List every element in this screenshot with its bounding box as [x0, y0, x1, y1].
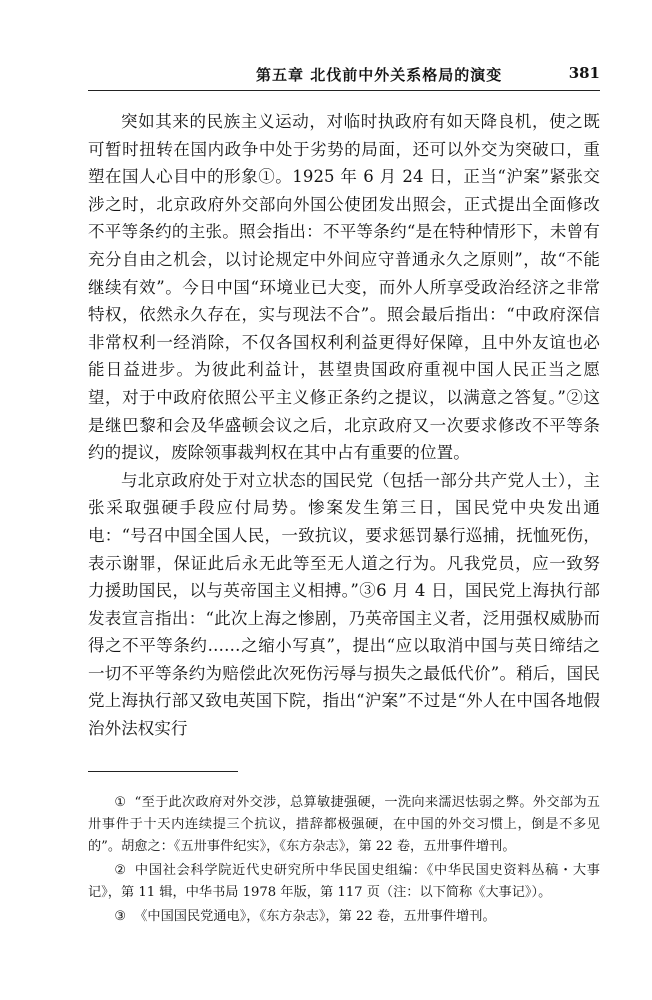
- footnote-text: 《中国国民党通电》，《东方杂志》，第 22 卷，五卅事件增刊。: [134, 909, 496, 924]
- page-number: 381: [568, 64, 600, 82]
- header-divider: [88, 90, 600, 91]
- paragraph-1: 突如其来的民族主义运动，对临时执政府有如天降良机，使之既可暂时扭转在国内政争中处于劣势的局面，还可以外交为突破口，重塑在国人心目中的形象①。1925 年 6 月 24 日，正当“沪案”紧张交涉之时，北京政府外交部向外国公使团发出照会，正式提出全面修改不平等条约的主张。照会指出：不平等条约“是在特种情形下，未曾有充分自由之机会，以讨论规定中外间应守普通永久之原则”，故“不能继续有效”。今日中国“环境业已大变，而外人所享受政治经济之非常特权，依然永久存在，实与现法不合”。照会最后指出：“中政府深信非常权利一经消除，不仅各国权利利益更得好保障，且中外友谊也必能日益进步。为彼此利益计，甚望贵国政府重视中国人民正当之愿望，对于中政府依照公平主义修正条约之提议，以满意之答复。”②这是继巴黎和会及华盛顿会议之后，北京政府又一次要求修改不平等条约的提议，废除领事裁判权在其中占有重要的位置。: [88, 112, 600, 463]
- footnote-2: [88, 860, 600, 904]
- footnotes: [88, 792, 600, 930]
- footnote-divider: [88, 771, 238, 772]
- footnote-1: [88, 792, 600, 858]
- footnote-marker: ②: [114, 863, 127, 878]
- footnote-text: “至于此次政府对外交涉，总算敏捷强硬，一洗向来濡迟怯弱之弊。外交部为五卅事件于十天内连续提三个抗议，措辞都极强硬，在中国的外交习惯上，倒是不多见的”。胡愈之：《五卅事件纪实》，《东方杂志》，第 22 卷，五卅事件增刊。: [88, 795, 600, 854]
- running-header: [88, 64, 600, 90]
- footnote-marker: ③: [114, 909, 127, 924]
- chapter-title: 第五章 北伐前中外关系格局的演变: [256, 66, 503, 84]
- paragraph-2: 与北京政府处于对立状态的国民党（包括一部分共产党人士），主张采取强硬手段应付局势。惨案发生第三日，国民党中央发出通电：“号召中国全国人民，一致抗议，要求惩罚暴行巡捕，抚恤死伤，表示谢罪，保证此后永无此等至无人道之行为。凡我党员，应一致努力援助国民，以与英帝国主义相搏。”③6 月 4 日，国民党上海执行部发表宣言指出：“此次上海之惨剧，乃英帝国主义者，泛用强权威胁而得之不平等条约……之缩小写真”，提出“应以取消中国与英日缔结之一切不平等条约为赔偿此次死伤污辱与损失之最低代价”。稍后，国民党上海执行部又致电英国下院，指出“沪案”不过是“外人在中国各地假治外法权实行: [88, 470, 600, 739]
- footnote-marker: ①: [114, 795, 127, 810]
- footnote-text: 中国社会科学院近代史研究所中华民国史组编：《中华民国史资料丛稿・大事记》，第 11 辑，中华书局 1978 年版，第 117 页（注：以下简称《大事记》）。: [88, 863, 600, 900]
- footnote-3: [88, 906, 600, 928]
- main-text: [88, 108, 600, 743]
